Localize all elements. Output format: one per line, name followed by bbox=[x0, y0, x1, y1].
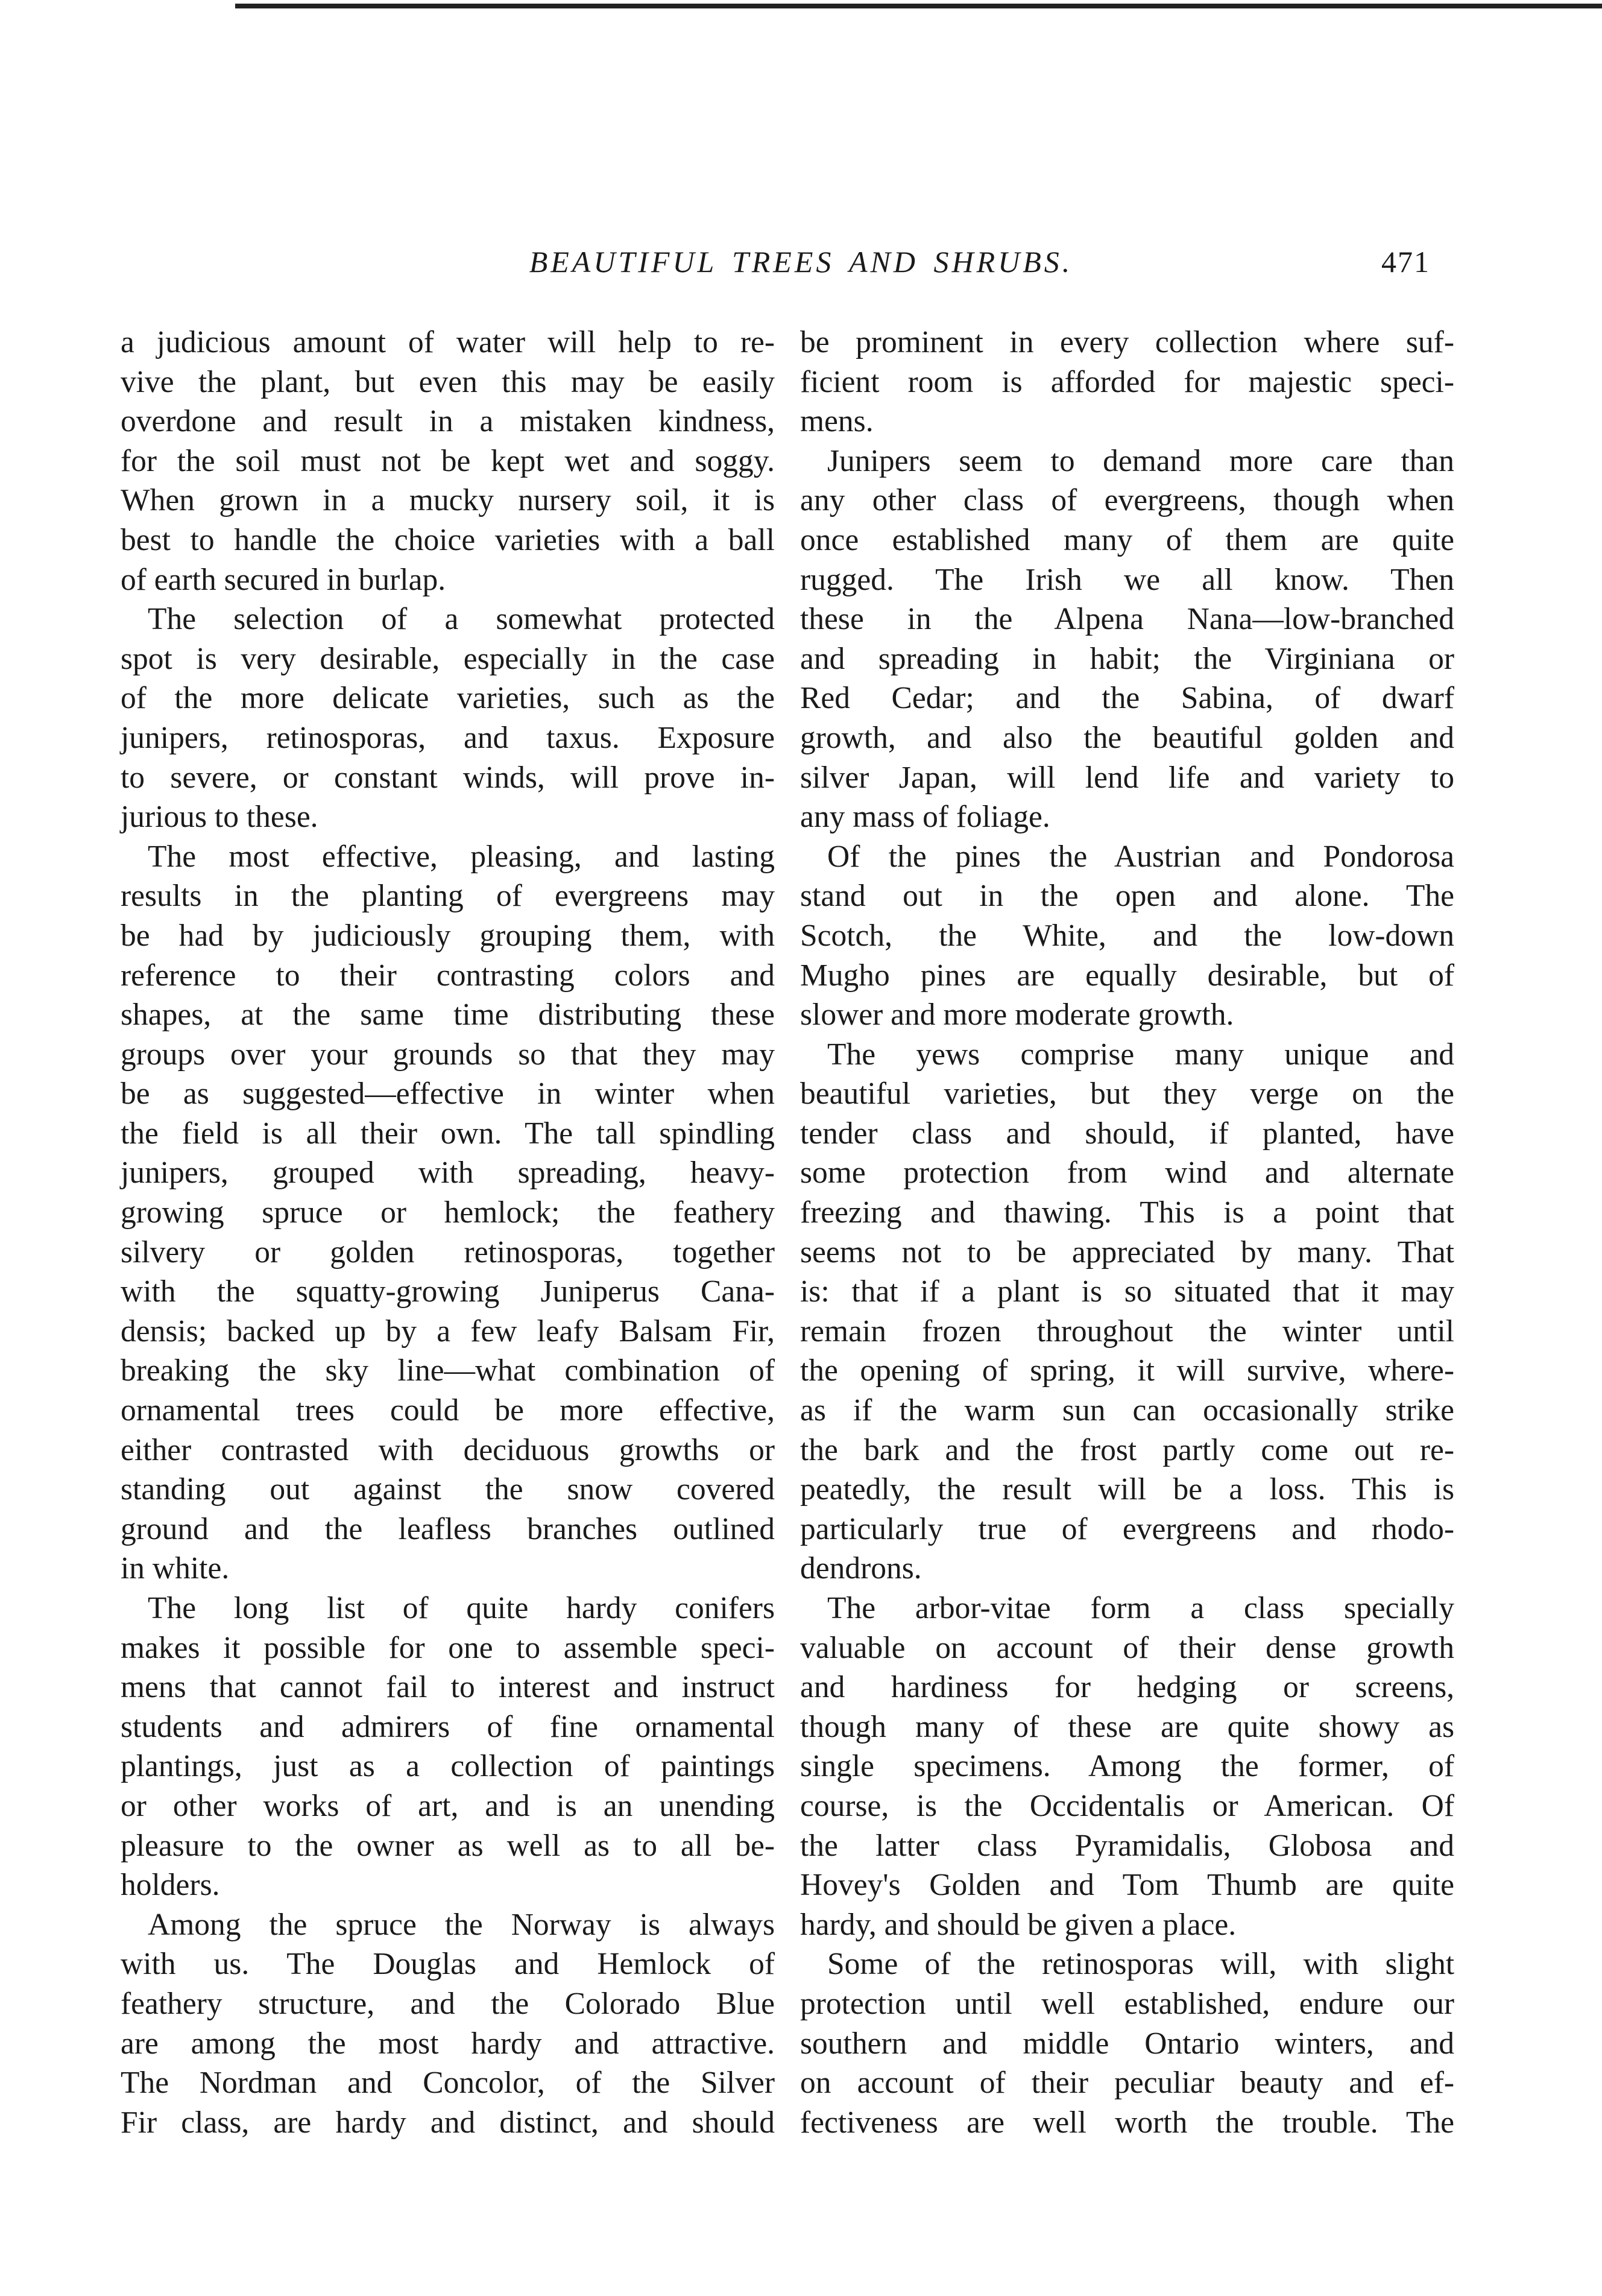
text-line: silver Japan, will lend life and variety to bbox=[800, 760, 1454, 795]
text-line: as if the warm sun can occasionally strike bbox=[800, 1393, 1454, 1428]
text-line: the latter class Pyramidalis, Globosa and bbox=[800, 1828, 1454, 1863]
top-rule bbox=[235, 4, 1602, 8]
text-line: densis; backed up by a few leafy Balsam Fir, bbox=[121, 1314, 775, 1349]
text-line: seems not to be appreciated by many. That bbox=[800, 1235, 1454, 1270]
text-line: be had by judiciously grouping them, with bbox=[121, 918, 775, 953]
text-line: Junipers seem to demand more care than bbox=[827, 443, 1454, 478]
text-line: shapes, at the same time distributing these bbox=[121, 998, 775, 1033]
paragraph bbox=[800, 323, 1454, 441]
text-line: ficient room is afforded for majestic speci- bbox=[800, 364, 1454, 399]
text-line: single specimens. Among the former, of bbox=[800, 1749, 1454, 1784]
page-number: 471 bbox=[1381, 245, 1430, 279]
text-line: groups over your grounds so that they may bbox=[121, 1037, 775, 1072]
text-line: particularly true of evergreens and rhodo- bbox=[800, 1511, 1454, 1546]
text-line: and hardiness for hedging or screens, bbox=[800, 1670, 1454, 1705]
text-line: stand out in the open and alone. The bbox=[800, 879, 1454, 914]
text-line: a judicious amount of water will help to re- bbox=[121, 325, 775, 359]
text-line: vive the plant, but even this may be easily bbox=[121, 364, 775, 399]
text-line: plantings, just as a collection of paintings bbox=[121, 1749, 775, 1784]
text-line: When grown in a mucky nursery soil, it is bbox=[121, 483, 775, 518]
text-line: The long list of quite hardy conifers bbox=[148, 1591, 775, 1625]
text-line: The arbor-vitae form a class specially bbox=[827, 1591, 1454, 1625]
text-line: Red Cedar; and the Sabina, of dwarf bbox=[800, 681, 1454, 716]
text-line: The Nordman and Concolor, of the Silver bbox=[121, 2066, 775, 2101]
text-line: of earth secured in burlap. bbox=[121, 562, 446, 597]
text-line: Among the spruce the Norway is always bbox=[148, 1907, 775, 1942]
text-line: of the more delicate varieties, such as the bbox=[121, 681, 775, 716]
text-line: be prominent in every collection where suf- bbox=[800, 325, 1454, 359]
text-line: Of the pines the Austrian and Pondorosa bbox=[827, 839, 1454, 874]
text-line: peatedly, the result will be a loss. This is bbox=[800, 1472, 1454, 1507]
paragraph bbox=[800, 1035, 1454, 1589]
text-line: beautiful varieties, but they verge on the bbox=[800, 1077, 1454, 1112]
text-line: mens. bbox=[800, 404, 874, 439]
text-line: the opening of spring, it will survive, where- bbox=[800, 1353, 1454, 1388]
text-line: to severe, or constant winds, will prove in- bbox=[121, 760, 775, 795]
text-line: remain frozen throughout the winter until bbox=[800, 1314, 1454, 1349]
text-line: jurious to these. bbox=[121, 800, 318, 835]
text-line: feathery structure, and the Colorado Blue bbox=[121, 1986, 775, 2021]
text-line: are among the most hardy and attractive. bbox=[121, 2026, 775, 2061]
text-line: The selection of a somewhat protected bbox=[148, 602, 775, 637]
text-line: with the squatty-growing Juniperus Cana- bbox=[121, 1274, 775, 1309]
paragraph bbox=[121, 1589, 775, 1905]
text-line: and spreading in habit; the Virginiana or bbox=[800, 641, 1454, 676]
text-line: in white. bbox=[121, 1551, 230, 1586]
text-line: results in the planting of evergreens may bbox=[121, 879, 775, 914]
text-line: the field is all their own. The tall spindling bbox=[121, 1116, 775, 1151]
text-line: course, is the Occidentalis or American. Of bbox=[800, 1788, 1454, 1823]
text-line: Some of the retinosporas will, with slight bbox=[827, 1947, 1454, 1982]
text-line: on account of their peculiar beauty and ef- bbox=[800, 2066, 1454, 2101]
text-line: The most effective, pleasing, and lasting bbox=[148, 839, 775, 874]
right-column bbox=[800, 323, 1454, 2142]
text-line: makes it possible for one to assemble speci- bbox=[121, 1630, 775, 1665]
paragraph bbox=[800, 1944, 1454, 2142]
text-line: the bark and the frost partly come out re- bbox=[800, 1432, 1454, 1467]
text-line: junipers, retinosporas, and taxus. Exposure bbox=[121, 720, 775, 755]
text-line: once established many of them are quite bbox=[800, 522, 1454, 557]
text-line: slower and more moderate growth. bbox=[800, 998, 1234, 1033]
text-line: spot is very desirable, especially in the case bbox=[121, 641, 775, 676]
page-header bbox=[0, 244, 1602, 293]
text-line: with us. The Douglas and Hemlock of bbox=[121, 1947, 775, 1982]
text-line: for the soil must not be kept wet and soggy. bbox=[121, 443, 775, 478]
left-column bbox=[121, 323, 775, 2142]
text-line: pleasure to the owner as well as to all be- bbox=[121, 1828, 775, 1863]
text-line: any mass of foliage. bbox=[800, 800, 1050, 835]
paragraph bbox=[800, 1589, 1454, 1944]
text-line: or other works of art, and is an unending bbox=[121, 1788, 775, 1823]
paragraph bbox=[121, 599, 775, 837]
running-title: BEAUTIFUL TREES AND SHRUBS. bbox=[529, 245, 1073, 279]
text-line: Mugho pines are equally desirable, but of bbox=[800, 958, 1454, 993]
paragraph bbox=[800, 441, 1454, 837]
text-line: junipers, grouped with spreading, heavy- bbox=[121, 1156, 775, 1191]
text-line: breaking the sky line—what combination of bbox=[121, 1353, 775, 1388]
text-line: Scotch, the White, and the low-down bbox=[800, 918, 1454, 953]
text-line: rugged. The Irish we all know. Then bbox=[800, 562, 1454, 597]
text-line: ground and the leafless branches outlined bbox=[121, 1511, 775, 1546]
text-line: standing out against the snow covered bbox=[121, 1472, 775, 1507]
text-line: hardy, and should be given a place. bbox=[800, 1907, 1237, 1942]
text-line: freezing and thawing. This is a point that bbox=[800, 1195, 1454, 1230]
text-line: any other class of evergreens, though when bbox=[800, 483, 1454, 518]
text-line: tender class and should, if planted, have bbox=[800, 1116, 1454, 1151]
text-line: these in the Alpena Nana—low-branched bbox=[800, 602, 1454, 637]
paragraph bbox=[121, 837, 775, 1589]
text-line: Fir class, are hardy and distinct, and should bbox=[121, 2105, 775, 2140]
text-line: reference to their contrasting colors and bbox=[121, 958, 775, 993]
paragraph bbox=[121, 323, 775, 599]
text-line: dendrons. bbox=[800, 1551, 922, 1586]
text-line: be as suggested—effective in winter when bbox=[121, 1077, 775, 1112]
text-line: growing spruce or hemlock; the feathery bbox=[121, 1195, 775, 1230]
text-line: silvery or golden retinosporas, together bbox=[121, 1235, 775, 1270]
text-line: growth, and also the beautiful golden and bbox=[800, 720, 1454, 755]
text-line: either contrasted with deciduous growths or bbox=[121, 1432, 775, 1467]
text-line: southern and middle Ontario winters, and bbox=[800, 2026, 1454, 2061]
text-line: ornamental trees could be more effective, bbox=[121, 1393, 775, 1428]
text-line: Hovey's Golden and Tom Thumb are quite bbox=[800, 1868, 1454, 1903]
text-line: valuable on account of their dense growth bbox=[800, 1630, 1454, 1665]
paragraph bbox=[121, 1905, 775, 2143]
text-line: best to handle the choice varieties with a ball bbox=[121, 522, 775, 557]
text-line: holders. bbox=[121, 1868, 220, 1903]
text-line: some protection from wind and alternate bbox=[800, 1156, 1454, 1191]
text-line: The yews comprise many unique and bbox=[827, 1037, 1454, 1072]
text-line: mens that cannot fail to interest and instruct bbox=[121, 1670, 775, 1705]
paragraph bbox=[800, 837, 1454, 1035]
text-line: protection until well established, endure our bbox=[800, 1986, 1454, 2021]
text-line: students and admirers of fine ornamental bbox=[121, 1709, 775, 1744]
text-line: though many of these are quite showy as bbox=[800, 1709, 1454, 1744]
text-line: fectiveness are well worth the trouble. The bbox=[800, 2105, 1454, 2140]
text-line: overdone and result in a mistaken kindness, bbox=[121, 404, 775, 439]
text-line: is: that if a plant is so situated that it may bbox=[800, 1274, 1454, 1309]
